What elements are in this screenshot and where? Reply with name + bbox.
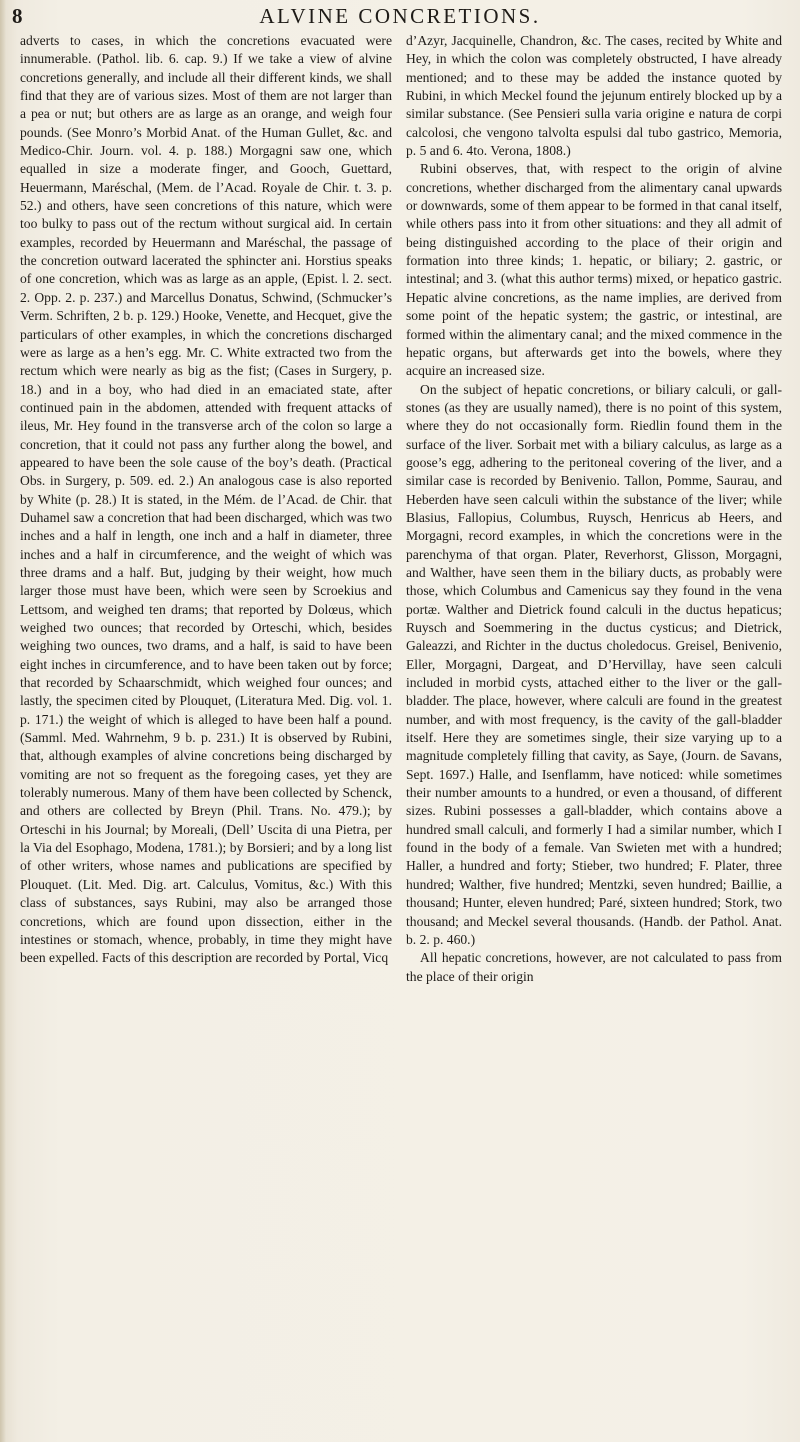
running-title: ALVINE CONCRETIONS. [259, 4, 541, 28]
paragraph: On the subject of hepatic concretions, or biliary calculi, or gall-stones (as they are usually named), there is no point of this system, where they do not occasionally form. Riedlin found them in the surface of the liver. Sorbait met with a biliary calculus, as large as a goose’s egg, adhering to the peritoneal covering of the liver, and a similar case is recorded by Benivenio. Tallon, Pomme, Saurau, and Heberden have seen calculi within the substance of the liver; while Blasius, Fallopius, Columbus, Ruysch, Henricus ab Heers, and Morgagni, record examples, in which the concretions were in the parenchyma of that organ. Plater, Reverhorst, Glisson, Morgagni, and Walther, have seen them in the biliary ducts, as probably were those, which Columbus and Camenicus say they found in the vena portæ. Walther and Dietrick found calculi in the ductus hepaticus; Ruysch and Soemmering in the ductus cysticus; and Dietrick, Galeazzi, and Richter in the ductus choledocus. Greisel, Benivenio, Eller, Morgagni, Dargeat, and D’Hervillay, have seen calculi included in morbid cysts, attached either to the liver or the gall-bladder. The place, however, where calculi are found in the greatest number, and with most frequency, is the cavity of the gall-bladder itself. Here they are sometimes single, their size varying up to a magnitude completely filling that cavity, as Saye, (Journ. de Savans, Sept. 1697.) Halle, and Isenflamm, have noticed: while sometimes their number amounts to a hundred, or even a thousand, of different sizes. Rubini possesses a gall-bladder, which contains above a hundred small calculi, and formerly I had a similar number, which I found in the body of a female. Van Swieten met with a hundred; Haller, a hundred and forty; Stieber, two hundred; F. Plater, three hundred; Walther, five hundred; Mentzki, seven hundred; Baillie, a thousand; Hunter, eleven hundred; Paré, sixteen hundred; Stork, two thousand; and Meckel several thousands. (Handb. der Pathol. Anat. b. 2. p. 460.) [406, 381, 782, 947]
left-column [20, 32, 392, 968]
page-number: 8 [12, 4, 23, 28]
paragraph: adverts to cases, in which the concretions evacuated were innumerable. (Pathol. lib. 6. cap. 9.) If we take a view of alvine concretions generally, and include all their different kinds, we shall find that they are of various sizes. Most of them are not larger than a pea or nut; but others are as large as an orange, and weigh four pounds. (See Monro’s Morbid Anat. of the Human Gullet, &c. and Medico-Chir. Journ. vol. 4. p. 188.) Morgagni saw one, which equalled in size a moderate finger, and Gooch, Guettard, Heuermann, Maréschal, (Mem. de l’Acad. Royale de Chir. t. 3. p. 52.) and others, have seen concretions of this nature, which were too bulky to pass out of the rectum without surgical aid. In certain examples, recorded by Heuermann and Maréschal, the passage of the concretion outward lacerated the sphincter ani. Horstius speaks of one concretion, which was as large as an apple, (Epist. l. 2. sect. 2. Opp. 2. p. 237.) and Marcellus Donatus, Schwind, (Schmucker’s Verm. Schriften, 2 b. p. 129.) Hooke, Venette, and Hecquet, give the particulars of other examples, in which the concretions discharged were as large as a hen’s egg. Mr. C. White extracted two from the rectum which were nearly as big as the fist; (Cases in Surgery, p. 18.) and in a boy, who had died in an emaciated state, after continued pain in the abdomen, attended with frequent attacks of ileus, Mr. Hey found in the transverse arch of the colon so large a concretion, that it could not pass any further along the bowel, and appeared to have been the sole cause of the boy’s death. (Practical Obs. in Surgery, p. 509. ed. 2.) An analogous case is also reported by White (p. 28.) It is stated, in the Mém. de l’Acad. de Chir. that Duhamel saw a concretion that had been discharged, which was two inches and a half in length, one inch and a half in diameter, three inches and a half in circumference, and the weight of which was three drams and a half. But, judging by their weight, how much larger those must have been, which were seen by Scroekius and Lettsom, and weighed ten drams; that reported by Dolœus, which weighed two ounces; that recorded by Orteschi, which, besides weighing two ounces, two drams, and a half, is said to have been eight inches in circumference, and to have been taken out by force; that recorded by Schaarschmidt, which weighed four ounces; and lastly, the specimen cited by Plouquet, (Literatura Med. Dig. vol. 1. p. 171.) the weight of which is alleged to have been half a pound. (Samml. Med. Wahrnehm, 9 b. p. 231.) It is observed by Rubini, that, although examples of alvine concretions being discharged by vomiting are not so frequent as the foregoing cases, yet they are tolerably numerous. Many of them have been collected by Schenck, and others are collected by Breyn (Phil. Trans. No. 479.); by Orteschi in his Journal; by Moreali, (Dell’ Uscita di una Pietra, per la Via del Esophago, Modena, 1781.); by Borsieri; and by a long list of other writers, whose names and publications are specified by Plouquet. (Lit. Med. Dig. art. Calculus, Vomitus, &c.) With this class of substances, says Rubini, may also be arranged those concretions, which are found upon dissection, either in the intestines or stomach, whence, probably, in time they might have been expelled. Facts of this description are recorded by Portal, Vicq [20, 33, 392, 966]
page-binding-shadow [0, 0, 6, 1442]
right-column [406, 32, 782, 986]
paragraph: d’Azyr, Jacquinelle, Chandron, &c. The cases, recited by White and Hey, in which the colon was completely obstructed, I have already mentioned; and to these may be added the instance quoted by Rubini, in which Meckel found the jejunum entirely blocked up by a similar substance. (See Pensieri sulla varia origine e natura de corpi calcolosi, che vengono talvolta espulsi dal tubo gastrico, Memoria, p. 5 and 6. 4to. Verona, 1808.) [406, 33, 782, 159]
page-header [0, 0, 800, 34]
paragraph: Rubini observes, that, with respect to the origin of alvine concretions, whether discharged from the alimentary canal upwards or downwards, some of them appear to be formed in that canal itself, while others pass into it from other situations: and they all admit of being distinguished according to the place of their origin and formation into three kinds; 1. hepatic, or biliary; 2. gastric, or intestinal; and 3. (what this author terms) mixed, or hepatico gastric. Hepatic alvine concretions, as the name implies, are derived from some point of the hepatic system; the gastric, or intestinal, are formed within the alimentary canal; and the mixed commence in the hepatic organs, but afterwards get into the bowels, where they acquire an increased size. [406, 161, 782, 379]
paragraph: All hepatic concretions, however, are not calculated to pass from the place of their origin [406, 950, 782, 984]
